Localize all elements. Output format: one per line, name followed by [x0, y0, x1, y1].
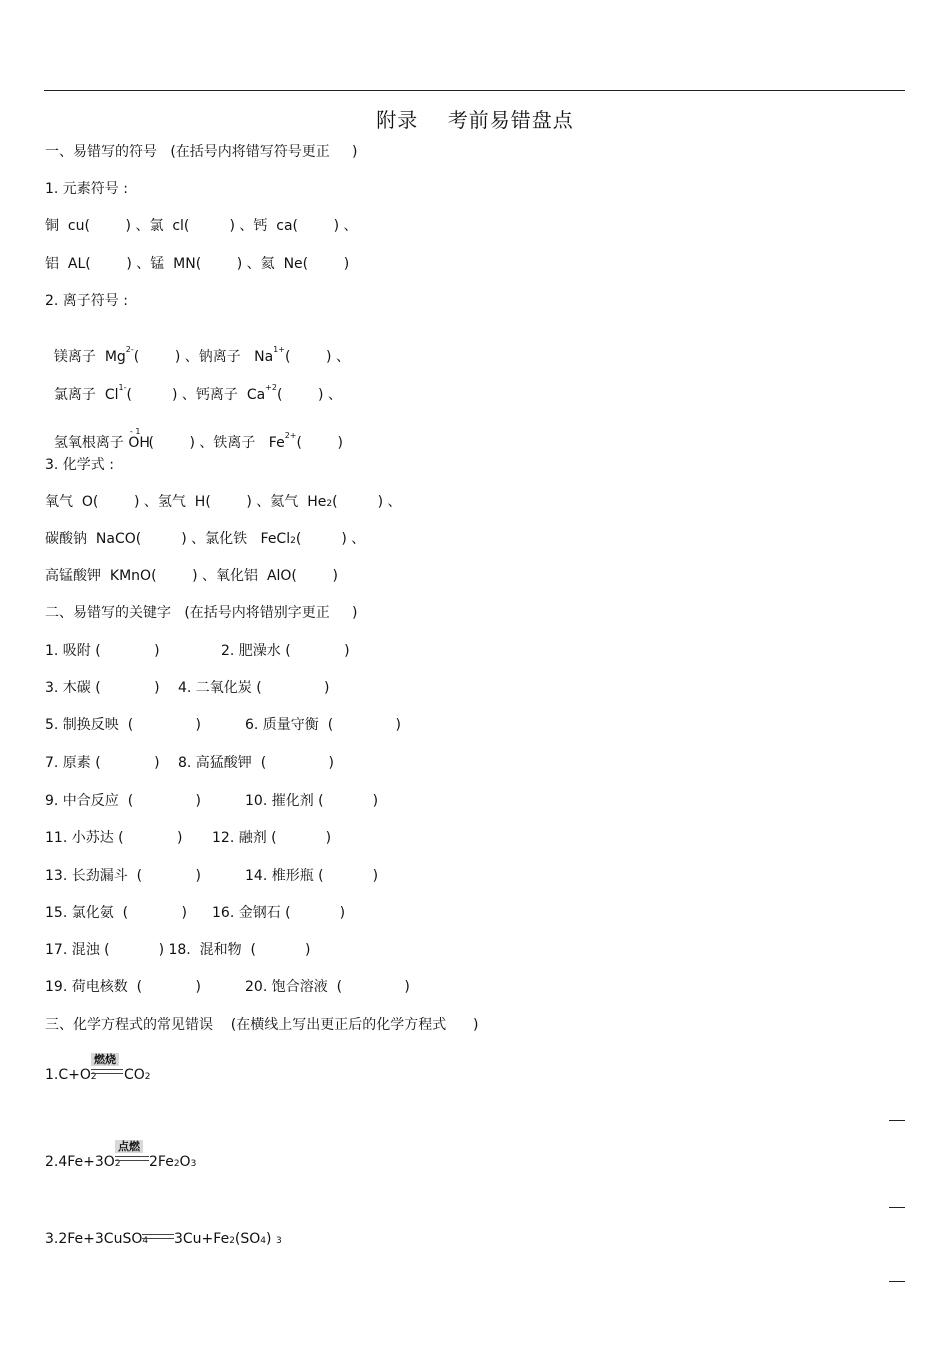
keyword-item: 16. 金钢石 ( ): [212, 905, 346, 921]
page-title: 附录 考前易错盘点: [376, 108, 574, 132]
equation-2-equals-sign: [115, 1156, 149, 1161]
keyword-item: 5. 制换反映 ( ): [45, 717, 201, 733]
answer-line-1: [889, 1120, 905, 1121]
element-symbols-row-1: 铜 cu( ) 、氯 cl( ) 、钙 ca( ) 、: [45, 218, 358, 234]
keyword-item: 19. 荷电核数 ( ): [45, 979, 201, 995]
keyword-item: 13. 长劲漏斗 ( ): [45, 868, 201, 884]
formula-row-3: 高锰酸钾 KMnO( ) 、氧化铝 AlO( ): [45, 568, 338, 584]
equation-3-lhs: 3.2Fe+3CuSO4: [45, 1231, 149, 1247]
equation-1-lhs: 1.C+O2: [45, 1067, 97, 1083]
keyword-item: 8. 高猛酸钾 ( ): [178, 755, 334, 771]
keyword-item: 6. 质量守衡 ( ): [245, 717, 401, 733]
equation-3-equals-sign: [142, 1234, 174, 1239]
ion-row-3: [45, 416, 343, 454]
ion-row-2: [45, 368, 342, 406]
keyword-item: 20. 饱合溶液 ( ): [245, 979, 410, 995]
keyword-item: 2. 肥澡水 ( ): [221, 643, 350, 659]
keyword-item: 7. 原素 ( ): [45, 755, 160, 771]
ion-fe-charge: 2+: [284, 431, 297, 440]
section-2-heading: 二、易错写的关键字 (在括号内将错别字更正 ): [45, 605, 358, 621]
ion-oh: 氢氧根离子 $OH^{- 1}$( ) 、: [53, 427, 214, 451]
ion-fe: 铁离子 $Fe^{2+}$( ): [213, 431, 344, 451]
equation-1-equals-sign: [91, 1069, 123, 1074]
keyword-item: 4. 二氧化炭 ( ): [178, 680, 330, 696]
section-3-heading: 三、化学方程式的常见错误 (在横线上写出更正后的化学方程式 ): [45, 1017, 479, 1033]
keyword-item: 9. 中合反应 ( ): [45, 793, 201, 809]
element-symbols-label: 1. 元素符号 :: [45, 181, 128, 197]
equation-2-lhs: 2.4Fe+3O2: [45, 1154, 121, 1170]
keyword-item: 11. 小苏达 ( ): [45, 830, 183, 846]
ion-symbols-label: 2. 离子符号 :: [45, 293, 128, 309]
answer-line-2: [889, 1207, 905, 1208]
equation-3-rhs: 3Cu+Fe2(SO4) 3: [174, 1231, 282, 1247]
ion-mg: 镁离子 $Mg^{2-}$( ) 、: [53, 345, 199, 365]
element-symbols-row-2: 铝 AL( ) 、锰 MN( ) 、氦 Ne( ): [45, 256, 350, 272]
keyword-item: 3. 木碳 ( ): [45, 680, 160, 696]
equation-2-rhs: 2Fe2O3: [149, 1154, 197, 1170]
formula-label: 3. 化学式 :: [45, 457, 114, 473]
ion-mg-charge: 2-: [125, 345, 134, 354]
ion-ca: 钙离子 $Ca^{+2}$( ) 、: [195, 383, 342, 403]
ion-ca-charge: +2: [265, 383, 277, 392]
ion-oh-charge: - 1: [129, 427, 141, 436]
ion-row-1: [45, 330, 350, 368]
top-rule: [44, 90, 905, 91]
keyword-item: 12. 融剂 ( ): [212, 830, 332, 846]
formula-row-2: 碳酸钠 NaCO( ) 、氯化铁 FeCl2( ) 、: [45, 531, 366, 547]
ion-cl: 氯离子 $Cl^{1-}$( ) 、: [53, 383, 196, 403]
equation-1-condition: 燃烧: [91, 1053, 119, 1066]
equation-1-rhs: CO2: [124, 1067, 151, 1083]
formula-row-1: 氧气 O( ) 、氢气 H( ) 、氦气 He2( ) 、: [45, 494, 402, 510]
ion-cl-charge: 1-: [118, 383, 127, 392]
answer-line-3: [889, 1281, 905, 1282]
keyword-item: 1. 吸附 ( ): [45, 643, 160, 659]
section-1-heading: 一、易错写的符号 (在括号内将错写符号更正 ): [45, 144, 358, 160]
equation-2-condition: 点燃: [115, 1140, 143, 1153]
keyword-item: 15. 氯化氨 ( ): [45, 905, 187, 921]
keyword-item: 17. 混浊 ( ) 18. 混和物 ( ): [45, 942, 311, 958]
keyword-item: 10. 摧化剂 ( ): [245, 793, 379, 809]
ion-na-charge: 1+: [273, 345, 285, 354]
ion-na: 钠离子 $Na^{1+}$( ) 、: [198, 345, 350, 365]
keyword-item: 14. 椎形瓶 ( ): [245, 868, 379, 884]
